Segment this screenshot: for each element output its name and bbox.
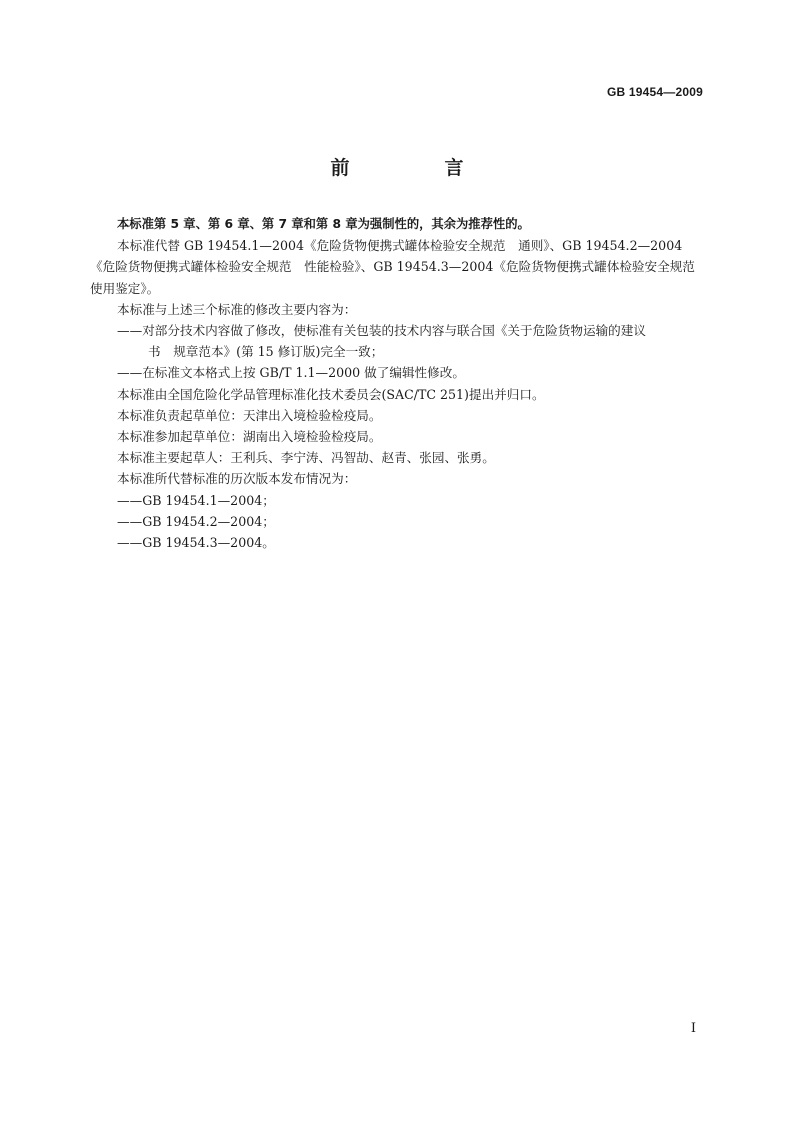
- list-item-history: ——GB 19454.2—2004；: [117, 513, 275, 529]
- list-item-history: ——GB 19454.1—2004；: [117, 492, 275, 508]
- paragraph-proposed-by: 本标准由全国危险化学品管理标准化技术委员会(SAC/TC 251)提出并归口。: [117, 386, 545, 402]
- page-title: 前 言: [330, 157, 502, 179]
- list-item-continuation: 书 规章范本》(第 15 修订版)完全一致；: [148, 344, 384, 360]
- list-item-change-1: [90, 320, 706, 362]
- paragraph-history-intro: 本标准所代替标准的历次版本发布情况为：: [117, 471, 357, 487]
- paragraph-mandatory-clauses: 本标准第 5 章、第 6 章、第 7 章和第 8 章为强制性的，其余为推荐性的。: [117, 217, 530, 231]
- list-item-history: ——GB 19454.3—2004。: [117, 535, 275, 551]
- list-item-change-2: ——在标准文本格式上按 GB/T 1.1—2000 做了编辑性修改。: [117, 365, 465, 381]
- document-body: [90, 214, 706, 553]
- list-item-text: ——对部分技术内容做了修改，使标准有关包装的技术内容与联合国《关于危险货物运输的建议: [117, 323, 646, 339]
- paragraph-drafting-unit: 本标准负责起草单位：天津出入境检验检疫局。: [117, 407, 382, 423]
- paragraph-drafters: 本标准主要起草人：王利兵、李宁涛、冯智劼、赵青、张园、张勇。: [117, 450, 495, 466]
- paragraph-participating-unit: 本标准参加起草单位：湖南出入境检验检疫局。: [117, 429, 382, 445]
- standard-number: GB 19454—2009: [607, 85, 703, 99]
- paragraph-changes-intro: 本标准与上述三个标准的修改主要内容为：: [117, 301, 357, 317]
- paragraph-replaces: 本标准代替 GB 19454.1—2004《危险货物便携式罐体检验安全规范 通则》、GB 19454.2—2004《危险货物便携式罐体检验安全规范 性能检验》、GB 19454.3—2004《危险货物便携式罐体检验安全规范 使用鉴定》。: [90, 238, 708, 296]
- page-number: I: [690, 1021, 696, 1036]
